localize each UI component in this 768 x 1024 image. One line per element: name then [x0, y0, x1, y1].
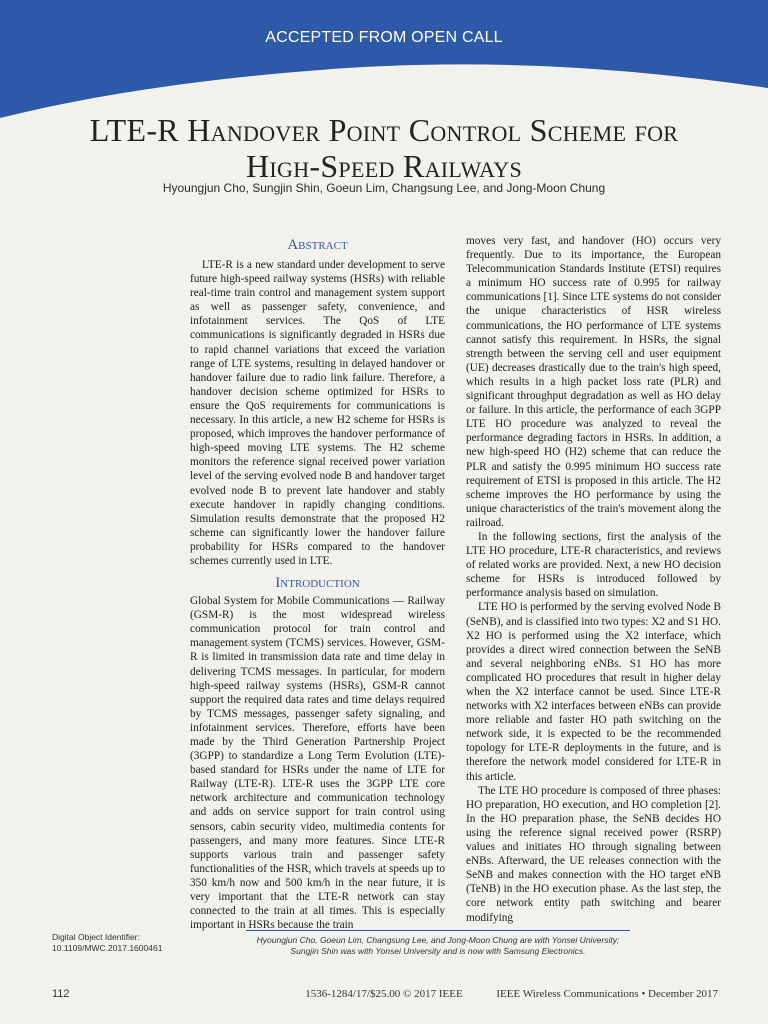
abstract-heading: Abstract: [287, 237, 348, 253]
article-title: [40, 112, 728, 184]
intro-paragraph-1-continued: moves very fast, and handover (HO) occurs very frequently. Due to its importance, the European Telecommunication Standards Institute (ETSI) requires a minimum HO success rate of 0.995 for railway communications [1]. Since LTE systems do not consider the unique characteristics of HSR wireless communications, the HO performance of LTE systems cannot satisfy this requirement. In HSRs, the signal strength between the serving cell and user equipment (UE) decreases drastically due to the train's high speed, which results in a high packet loss rate (PLR) and significant throughput degradation as well as HO delay or failure. In this article, the performance of each 3GPP LTE HO procedure was analyzed to reveal the performance degrading factors in HSRs. In addition, a new high-speed HO (H2) scheme that can reduce the PLR and satisfy the 0.995 minimum HO success rate requirement of ETSI is proposed in this article. The H2 scheme improves the HO performance by using the unique characteristics of the train's movement along the railroad.: [466, 235, 721, 529]
intro-paragraph-1: Global System for Mobile Communications — Railway (GSM-R) is the most widespread wireless communication protocol for train control and management system (TCMS) services. However, GSM-R is limited in transmission data rate and time delay in delivering TCMS messages. In particular, for modern high-speed railway systems (HSRs), GSM-R cannot support the required data rates and time delays required by TCMS messages, passenger safety signaling, and infotainment services. Therefore, efforts have been made by the Third Generation Partnership Project (3GPP) to standardize a Long Term Evolution (LTE)-based standard for HSRs under the name of LTE for Railway (LTE-R). LTE-R uses the 3GPP LTE core network architecture and communication technology and adds on service support for train control using sensors, cabin security video, multimedia contents for passengers, and many more features. Since LTE-R supports various train and passenger safety functionalities of the HSR, which travels at speeds up to 350 km/h now and 500 km/h in the near future, it is very important that the LTE-R network can stay connected to the train at all times. This is especially important in HSRs because the train: [190, 595, 445, 932]
title-line-2: High-Speed Railways: [245, 148, 523, 184]
footnote-line-1: Hyoungjun Cho, Goeun Lim, Changsung Lee, and Jong-Moon Chung are with Yonsei University;: [256, 935, 620, 945]
footnote-line-2: Sungjin Shin was with Yonsei University and is now with Samsung Electronics.: [290, 946, 586, 956]
header-banner: [0, 0, 768, 120]
doi-value: 10.1109/MWC.2017.1600461: [52, 943, 163, 953]
author-list: Hyoungjun Cho, Sungjin Shin, Goeun Lim, Changsung Lee, and Jong-Moon Chung: [162, 181, 606, 195]
intro-paragraph-3: LTE HO is performed by the serving evolved Node B (SeNB), and is classified into two types: X2 and S1 HO. X2 HO is performed using the X2 interface, which provides a direct wired connection between the SeNB and several neighboring eNBs. S1 HO has more complicated HO procedures that result in higher delay when the X2 interface cannot be used. Since LTE-R networks with X2 interfaces between eNBs can provide more reliable and faster HO path switching on the network side, it is expected to be the recommended topology for LTE-R deployments in the future, and is therefore the network model considered for LTE-R in this article.: [466, 601, 721, 783]
journal-info: IEEE Wireless Communications • December 2017: [496, 988, 718, 1000]
title-line-1: LTE-R Handover Point Control Scheme for: [89, 112, 679, 148]
page-number: 112: [52, 988, 70, 1000]
doi-label: Digital Object Identifier:: [52, 932, 140, 942]
intro-paragraph-4: The LTE HO procedure is composed of three phases: HO preparation, HO execution, and HO completion [2]. In the HO preparation phase, the SeNB decides HO using the reference signal received power (RSRP) values and initiates HO through signaling between eNBs. Afterward, the UE releases connection with the SeNB and makes connection with the HO target eNB (TeNB) in the HO execution phase. As the last step, the core network entity path switching and bearer modifying: [466, 784, 721, 924]
right-column: [466, 234, 721, 925]
abstract-text: LTE-R is a new standard under development to serve future high-speed railway systems (HSRs) with reliable real-time train control and management system support as well as passenger safety, convenience, and infotainment services. The QoS of LTE communications is significantly degraded in HSRs due to rapid channel variations that exceed the variation range of LTE systems, resulting in delayed handover or handover failure due to radio link failure. Therefore, a handover decision scheme optimized for HSRs to ensure the QoS requirements for communications is necessary. In this article, a new H2 scheme for HSRs is proposed, which improves the handover performance of high-speed moving LTE systems. The H2 scheme monitors the reference signal received power variation level of the serving evolved node B and handover target evolved node B to prevent late handover and stably execute handover in rapidly changing conditions. Simulation results demonstrate that the proposed H2 scheme can significantly lower the handover failure probability for HSRs compared to the handover schemes currently used in LTE.: [190, 259, 445, 567]
banner-wave: [0, 0, 768, 118]
author-affiliation-footnote: [246, 930, 630, 957]
issn-copyright: 1536-1284/17/$25.00 © 2017 IEEE: [305, 988, 463, 1000]
section-label: ACCEPTED FROM OPEN CALL: [265, 29, 503, 46]
doi-block: [52, 932, 192, 954]
intro-paragraph-2: In the following sections, first the analysis of the LTE HO procedure, LTE-R characteristics, and reviews of related works are provided. Next, a new HO decision scheme for HSRs is introduced followed by performance analysis based on simulation.: [466, 530, 721, 600]
left-column: [190, 234, 445, 932]
introduction-heading: Introduction: [275, 575, 360, 592]
